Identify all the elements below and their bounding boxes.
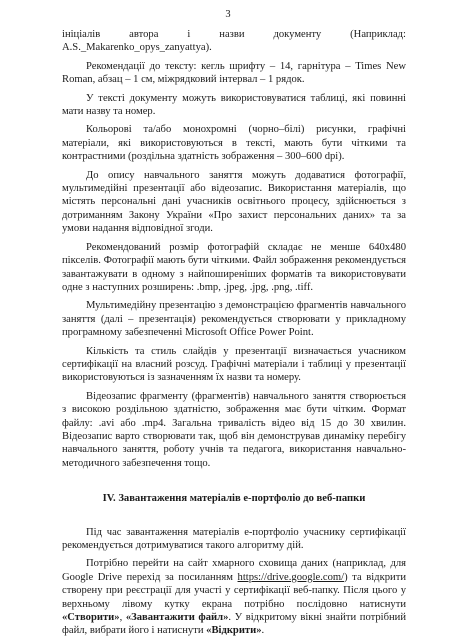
text-run: ,: [119, 612, 126, 624]
google-drive-link[interactable]: https://drive.google.com/: [237, 571, 345, 583]
text-run: .: [261, 625, 265, 637]
paragraph: Відеозапис фрагменту (фрагментів) навчального заняття створюється з високою роздільною здатністю, зображення має бути чітким. Формат файлу: .avi або .mp4. Загальна тривалість відео від 15 до 30 хвилин. Відеозапис варто створювати так, щоб він демонстрував динаміку перебігу навчального заняття, роботу учнів та педагога, використання навчально-методичного забезпечення тощо.: [62, 390, 406, 469]
text-run: . У відкритому вікні знайти потрібний файл, вибрати його і натиснути: [62, 612, 406, 637]
paragraph: [62, 557, 406, 637]
section-heading: IV. Завантаження матеріалів е-портфоліо до веб-папки: [102, 493, 366, 505]
paragraph: Рекомендований розмір фотографій складає не менше 640x480 пікселів. Фотографії мають бути чіткими. Файл зображення рекомендується завантажувати в одному з найпоширеніших форматів та використовувати одне з наступних розширень: .bmp, .jpeg, .jpg, .png, .tiff.: [62, 241, 406, 293]
paragraph: Під час завантаження матеріалів е-портфоліо учаснику сертифікації рекомендується дотримуватися такого алгоритму дій.: [62, 526, 406, 551]
open-command-label: «Відкрити»: [206, 625, 262, 637]
paragraph: ініціалів автора і назви документу (Наприклад: A.S._Makarenko_opys_zanyattya).: [62, 29, 406, 54]
text-run: ) та відкрити створену при реєстрації для участі у сертифікації веб-папку. Після цього у верхньому лівому кутку екрана потрібно послідовно натиснути: [62, 571, 406, 610]
paragraph: Мультимедійну презентацію з демонстрацією фрагментів навчального заняття (далі – презентація) рекомендується створювати у прикладному програмному забезпеченні Microsoft Office Power Point.: [62, 300, 406, 339]
create-command-label: «Створити»: [62, 612, 120, 624]
paragraph: У тексті документу можуть використовуватися таблиці, які повинні мати назву та номер.: [62, 92, 406, 118]
page-number: 3: [225, 9, 231, 20]
paragraph: Рекомендації до тексту: кегль шрифту – 14, гарнітура – Times New Roman, абзац – 1 см, міжрядковий інтервал – 1 рядок.: [62, 60, 406, 86]
upload-file-command-label: «Завантажити файл»: [125, 612, 229, 624]
paragraph: До опису навчального заняття можуть додаватися фотографії, мультимедійні презентації або відеозапис. Використання матеріалів, що містять персональні дані учасників освітнього процесу, здійснюється з дотриманням Закону України «Про захист персональних даних» та за умови надання відповідної згоди.: [62, 169, 406, 235]
text-run: Потрібно перейти на сайт хмарного сховища даних (наприклад, для Google Drive перехід за посиланням: [62, 558, 406, 583]
paragraph: Кольорові та/або монохромні (чорно–білі) рисунки, графічні матеріали, які використовуються в тексті, мають бути чіткими та контрастними (роздільна здатність зображення – 300–600 dpi).: [62, 124, 406, 163]
paragraph: Кількість та стиль слайдів у презентації визначається учасником сертифікації на власний розсуд. Графічні матеріали і таблиці у презентації використовуються із зазначенням їх назви та номеру.: [62, 345, 406, 384]
